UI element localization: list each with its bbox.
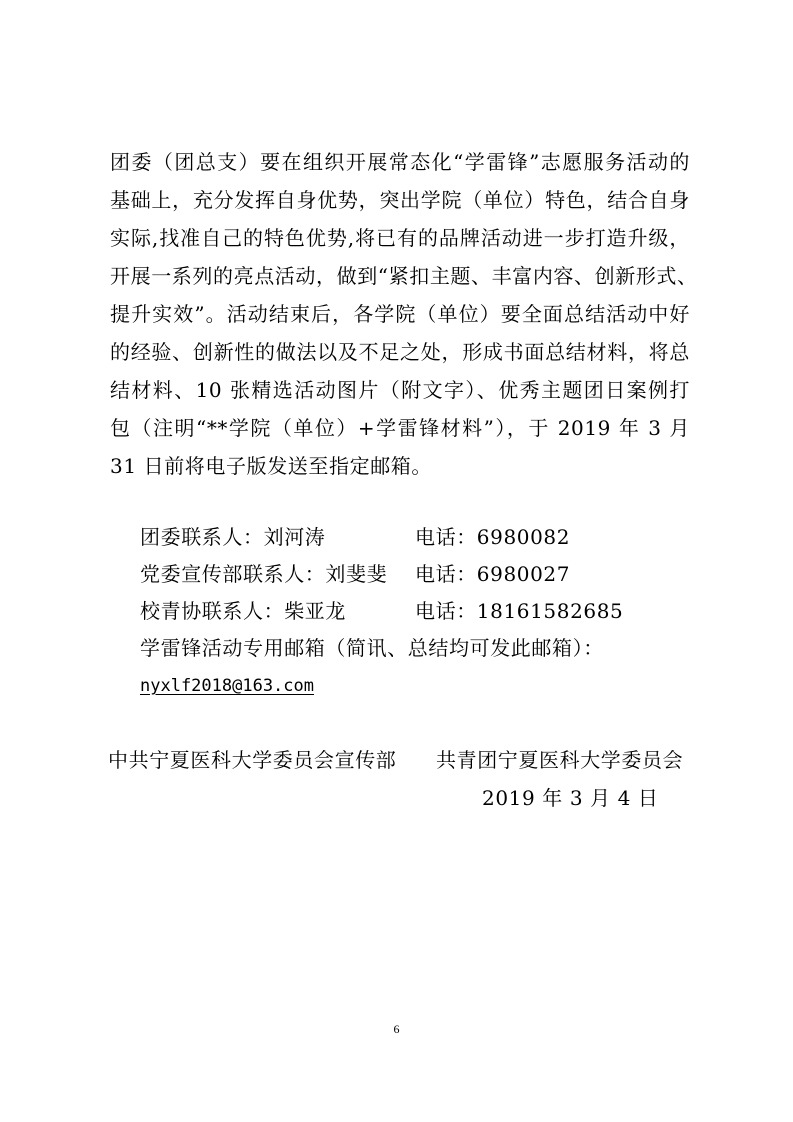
signature-date: 2019 年 3 月 4 日 [482,786,659,810]
body-line-9: 31 日前将电子版发送至指定邮箱。 [110,454,433,478]
body-line-7: 结材料、10 张精选活动图片（附文字）、优秀主题团日案例打 [110,378,690,402]
contact-phone-youth-league: 电话：6980082 [415,525,571,549]
body-line-8: 包（注明“**学院（单位）+学雷锋材料”），于 2019 年 3 月 [110,416,690,440]
body-line-6: 的经验、创新性的做法以及不足之处，形成书面总结材料，将总 [110,340,690,364]
body-line-4: 开展一系列的亮点活动，做到“紧扣主题、丰富内容、创新形式、 [110,264,698,288]
contact-label-youth-league: 团委联系人：刘河涛 [140,525,326,549]
signature-org-right: 共青团宁夏医科大学委员会 [436,748,684,772]
contact-label-publicity: 党委宣传部联系人：刘斐斐 [140,562,388,586]
signature-org-left: 中共宁夏医科大学委员会宣传部 [108,748,397,772]
contact-phone-volunteer-assoc: 电话：18161582685 [415,599,624,623]
body-line-3: 实际,找准自己的特色优势,将已有的品牌活动进一步打造升级， [110,226,690,250]
body-line-1: 团委（团总支）要在组织开展常态化“学雷锋”志愿服务活动的 [110,150,690,174]
contact-phone-publicity: 电话：6980027 [415,562,571,586]
email-intro: 学雷锋活动专用邮箱（简讯、总结均可发此邮箱）： [140,636,604,660]
contact-label-volunteer-assoc: 校青协联系人：柴亚龙 [140,599,346,623]
body-line-5: 提升实效”。活动结束后，各学院（单位）要全面总结活动中好 [110,302,690,326]
email-link[interactable]: nyxlf2018@163.com [140,676,314,696]
body-line-2: 基础上，充分发挥自身优势，突出学院（单位）特色，结合自身 [110,188,690,212]
page-number: 6 [393,1022,400,1036]
